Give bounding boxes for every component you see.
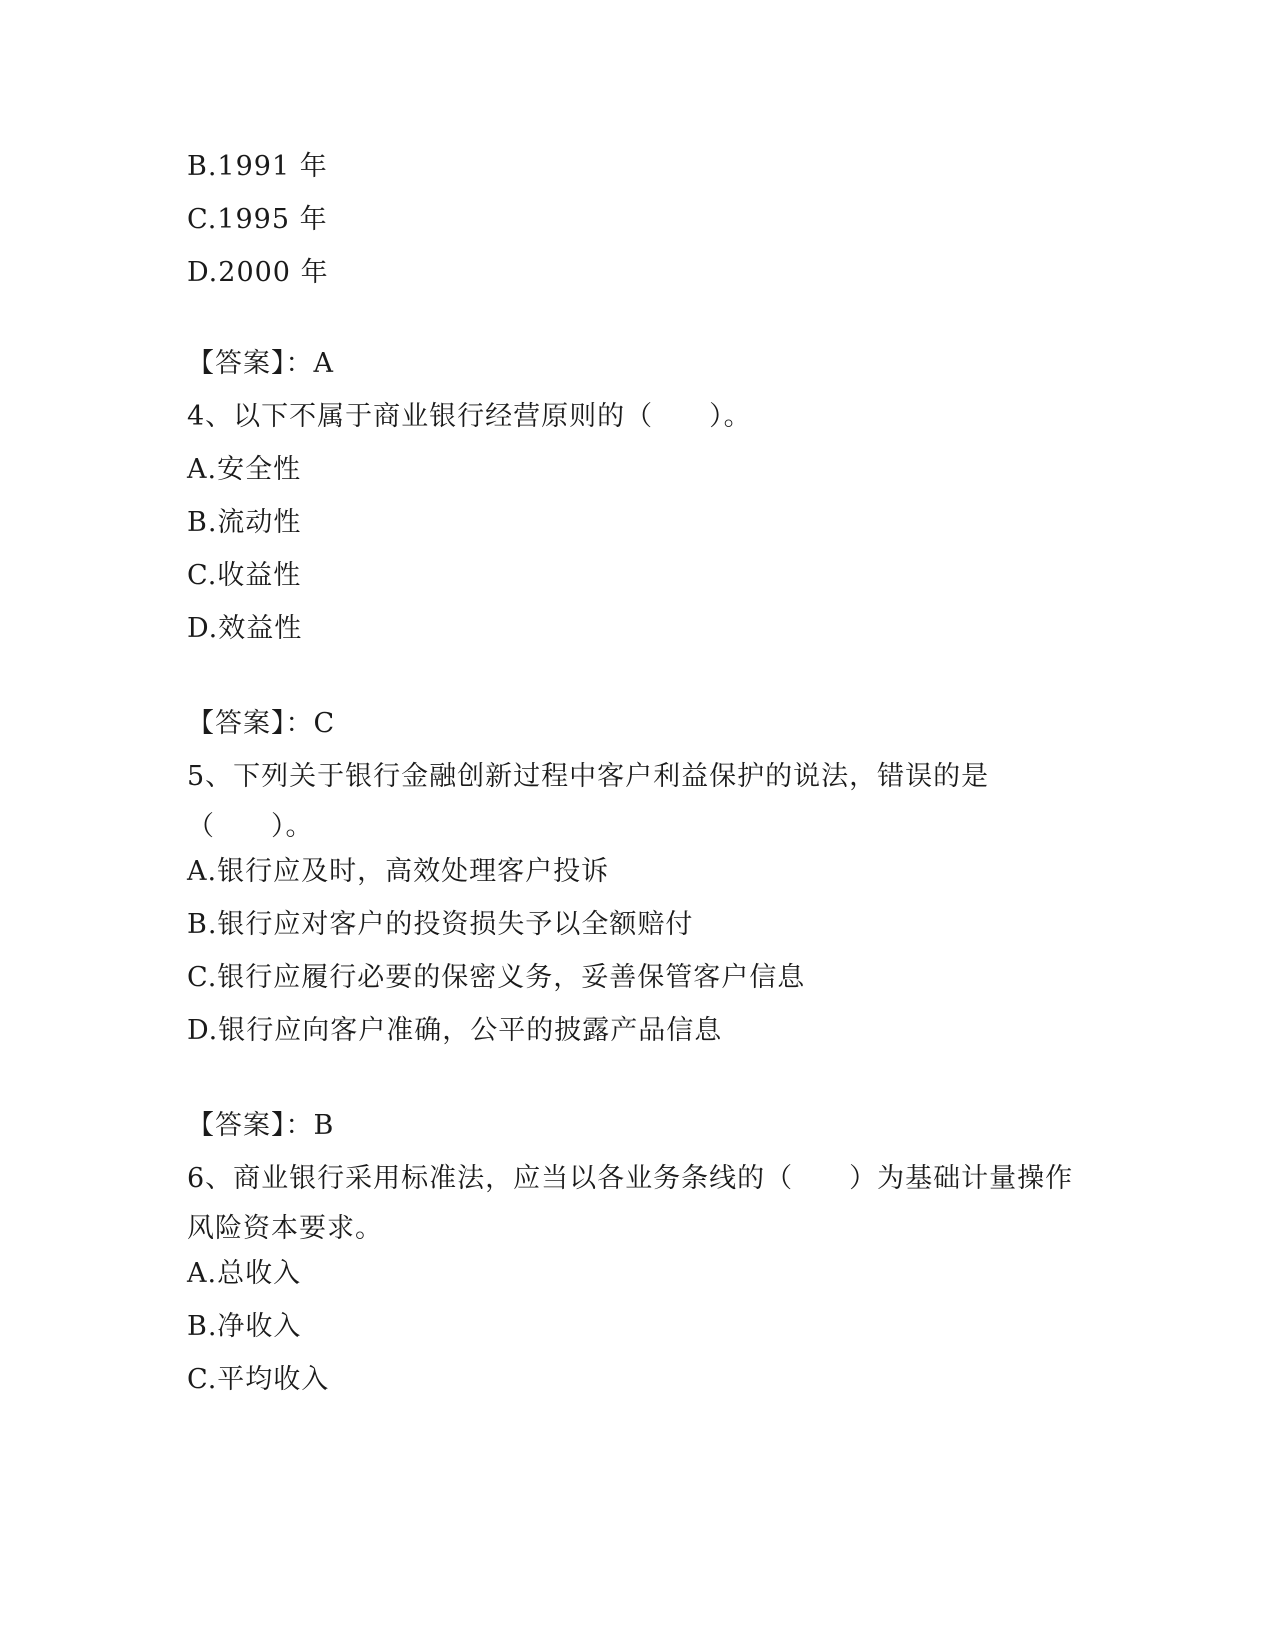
- q3-answer: 【答案】：A: [187, 348, 334, 379]
- q6-option-c: C.平均收入: [187, 1364, 330, 1395]
- q4-stem: 4、以下不属于商业银行经营原则的（ ）。: [187, 401, 752, 432]
- q3-option-b: B.1991 年: [187, 151, 328, 182]
- q4-option-b: B.流动性: [187, 507, 302, 538]
- q5-stem: 5、下列关于银行金融创新过程中客户利益保护的说法，错误的是（ ）。: [187, 761, 990, 842]
- q5-answer: 【答案】：B: [187, 1110, 335, 1141]
- q4-option-d: D.效益性: [187, 613, 303, 644]
- q3-option-c: C.1995 年: [187, 204, 328, 235]
- q5-option-b: B.银行应对客户的投资损失予以全额赔付: [187, 909, 694, 940]
- q4-option-a: A.安全性: [187, 454, 302, 485]
- q6-option-a: A.总收入: [187, 1258, 302, 1289]
- q5-option-d: D.银行应向客户准确，公平的披露产品信息: [187, 1015, 723, 1046]
- q5-option-a: A.银行应及时，高效处理客户投诉: [187, 856, 610, 887]
- q5-answer-prev: 【答案】：C: [187, 708, 336, 739]
- q4-option-c: C.收益性: [187, 560, 302, 591]
- q6-stem: 6、商业银行采用标准法，应当以各业务条线的（ ）为基础计量操作风险资本要求。: [187, 1163, 1074, 1244]
- q3-option-d: D.2000 年: [187, 257, 329, 288]
- q6-option-b: B.净收入: [187, 1311, 302, 1342]
- q5-option-c: C.银行应履行必要的保密义务，妥善保管客户信息: [187, 962, 806, 993]
